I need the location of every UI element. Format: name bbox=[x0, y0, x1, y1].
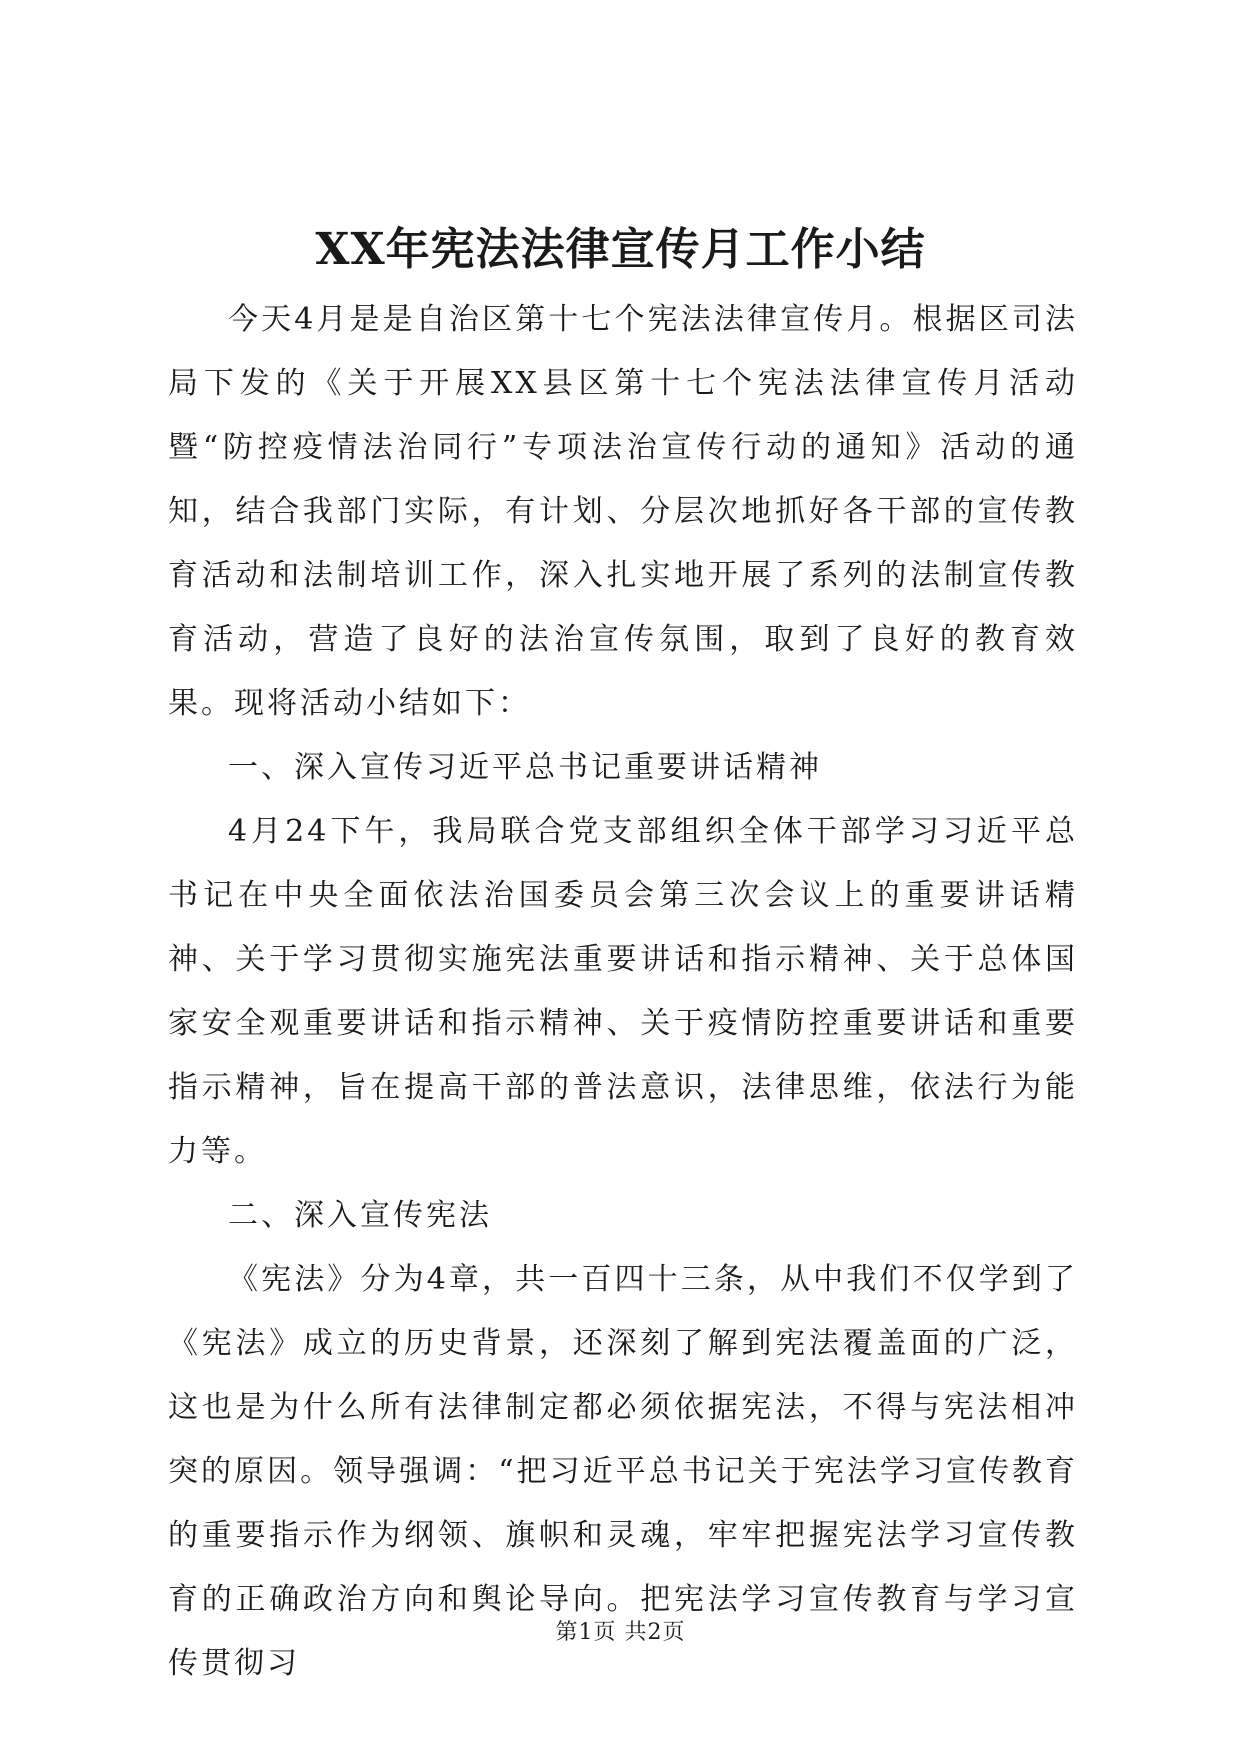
paragraph-section-2: 《宪法》分为4章，共一百四十三条，从中我们不仅学到了《宪法》成立的历史背景，还深刻了解到宪法覆盖面的广泛，这也是为什么所有法律制定都必须依据宪法，不得与宪法相冲突的原因。领导强调：“把习近平总书记关于宪法学习宣传教育的重要指示作为纲领、旗帜和灵魂，牢牢把握宪法学习宣传教育的正确政治方向和舆论导向。把宪法学习宣传教育与学习宣传贯彻习 bbox=[168, 1262, 1078, 1681]
document-title: XX年宪法法律宣传月工作小结 bbox=[315, 224, 926, 275]
section-heading-2: 二、深入宣传宪法 bbox=[228, 1198, 492, 1233]
section-heading-1: 一、深入宣传习近平总书记重要讲话精神 bbox=[228, 750, 822, 785]
page-number-footer: 第1页 共2页 bbox=[555, 1620, 686, 1645]
document-body bbox=[168, 288, 1078, 1696]
paragraph-intro: 今天4月是是自治区第十七个宪法法律宣传月。根据区司法局下发的《关于开展XX县区第十七个宪法法律宣传月活动暨“防控疫情法治同行”专项法治宣传行动的通知》活动的通知，结合我部门实际，有计划、分层次地抓好各干部的宣传教育活动和法制培训工作，深入扎实地开展了系列的法制宣传教育活动，营造了良好的法治宣传氛围，取到了良好的教育效果。现将活动小结如下： bbox=[168, 302, 1078, 721]
paragraph-section-1: 4月24下午，我局联合党支部组织全体干部学习习近平总书记在中央全面依法治国委员会第三次会议上的重要讲话精神、关于学习贯彻实施宪法重要讲话和指示精神、关于总体国家安全观重要讲话和指示精神、关于疫情防控重要讲话和重要指示精神，旨在提高干部的普法意识，法律思维，依法行为能力等。 bbox=[168, 814, 1078, 1169]
